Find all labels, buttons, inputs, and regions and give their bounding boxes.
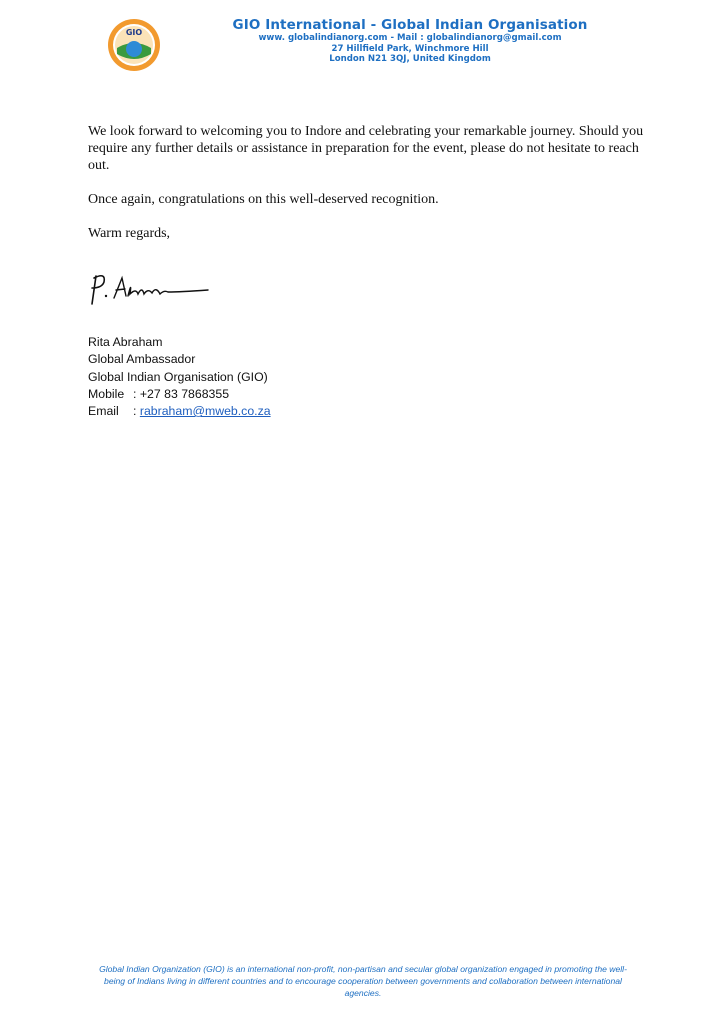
email-link[interactable]: rabraham@mweb.co.za <box>139 404 271 419</box>
contact-role: Global Ambassador <box>88 352 196 367</box>
contact-email-row <box>88 403 271 420</box>
svg-text:GIO: GIO <box>125 28 143 37</box>
contact-org: Global Indian Organisation (GIO) <box>88 369 268 384</box>
handwritten-signature <box>84 268 214 308</box>
letter-paragraph-2: Once again, congratulations on this well-deserved recognition. <box>88 192 439 207</box>
address-line-1: 27 Hillfield Park, Winchmore Hill <box>331 43 489 54</box>
footer-text: Global Indian Organization (GIO) is an international non-profit, non-partisan and secular global organization engaged in promoting the well-being of Indians living in different countries and to encourage cooperation between governments and collaboration between international agencies. <box>99 964 627 998</box>
contact-name: Rita Abraham <box>88 335 163 349</box>
letterhead <box>200 17 620 65</box>
email-label: Email <box>88 404 119 419</box>
gio-logo <box>107 18 161 72</box>
letter-paragraph-1: We look forward to welcoming you to Indore and celebrating your remarkable journey. Should you require any further details or assistance in preparation for the event, please do not hesitate to reach out. <box>88 124 644 173</box>
web-mail-line: www. globalindianorg.com - Mail : globalindianorg@gmail.com <box>258 33 562 43</box>
letter-closing: Warm regards, <box>88 226 171 241</box>
contact-mobile-row <box>88 386 271 403</box>
contact-block <box>88 334 271 420</box>
org-title: GIO International - Global Indian Organisation <box>232 17 588 33</box>
mobile-label: Mobile <box>88 386 125 401</box>
email-separator: : <box>133 404 140 419</box>
address-line-2: London N21 3QJ, United Kingdom <box>329 54 491 64</box>
mobile-value: : +27 83 7868355 <box>133 386 230 401</box>
